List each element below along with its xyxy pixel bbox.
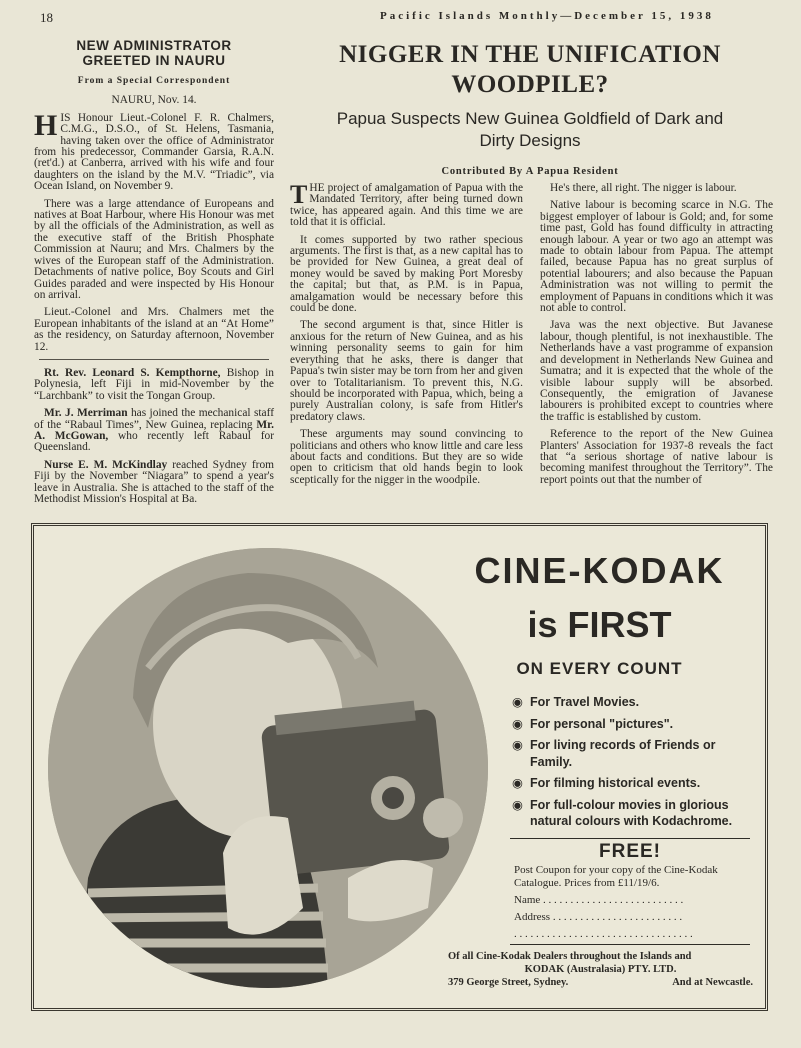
article-paragraph: These arguments may sound convincing to politicians and others who know little and care less about facts and conditions. But they are so wide open to criticism that old hands begin to look sceptically for the nigger in the woodpile. [290, 428, 523, 486]
ad-feature-item [512, 737, 752, 770]
coupon-address-field: Address . . . . . . . . . . . . . . . . . . . . . . . . [514, 911, 683, 923]
main-article-column-1 [290, 180, 523, 492]
ad-address: 379 George Street, Sydney. [448, 977, 569, 988]
nauru-paragraph-2: There was a large attendance of Europeans and natives at Boat Harbour, where His Honour was met by all the officials of the Administration, as well as the executive staff of the British Phosphate Commission at Nauru; and Mrs. Chalmers by the wives of the European staff of the Administration. Detachments of native police, Boy Scouts and Girl Guides paraded and were inspected by His Honour on arrival. [34, 197, 274, 301]
ad-divider [510, 838, 750, 839]
ad-feature-text: For Travel Movies. [530, 695, 640, 709]
section-divider [39, 359, 269, 360]
nauru-paragraph-1 [34, 108, 274, 193]
ad-address-row [448, 976, 753, 989]
note-merriman [34, 408, 274, 454]
nauru-paragraph-1-text: IS Honour Lieut.-Colonel F. R. Chalmers, C.M.G., D.S.O., of St. Helens, Tasmania, having taken over the office of Administrator from his predecessor, Commander Garsia, R.A.N. (ret'd.) at Canberra, arrived with his wife and four daughters on the island by the M.V. “Triadic”, via Ocean Island, on November 9. [34, 111, 274, 193]
bullet-icon: ◉ [512, 738, 523, 752]
page-number: 18 [40, 10, 53, 25]
nauru-byline: From a Special Correspondent [77, 76, 231, 86]
ad-feature-text: For full-colour movies in glorious natural colours with Kodachrome. [530, 797, 733, 828]
ad-feature-item [512, 797, 752, 830]
left-column [34, 38, 274, 511]
note-mckindlay [34, 460, 274, 506]
coupon-address-label: Address [514, 911, 551, 923]
ad-feature-item [512, 694, 752, 711]
nauru-dropcap: H [34, 108, 58, 142]
note-name: Rt. Rev. Leonard S. Kempthorne, [44, 366, 221, 379]
ad-dealers-line: Of all Cine-Kodak Dealers throughout the Islands and [448, 951, 692, 962]
article-paragraph: The second argument is that, since Hitler is anxious for the return of New Guinea, and as his winning personality seems to gain for him everything that he asks, there is danger that Papua's twin sister may be torn from her and given over to Totalitarianism. To prevent this, N.G. should be incorporated with Papua, which, being a purely Australian colony, is safe from Hitler's predatory claws. [290, 319, 523, 423]
main-article-column-2 [540, 183, 773, 492]
ad-dealers-block [448, 950, 753, 989]
article-paragraph: Java was the next objective. But Javanese labour, though plentiful, is not inexhaustible. The Netherlands have a vast programme of expansion and development in Netherlands New Guinea and Sumatra; and it is expected that the whole of the visible labour supply will be absorbed. Consequently, the emigration of Javanese labourers is prohibited except to countries where the traffic is established by custom. [540, 319, 773, 423]
nauru-headline [34, 38, 274, 68]
bullet-icon: ◉ [512, 797, 523, 812]
ad-feature-item [512, 716, 752, 733]
main-subheadline-line2: Dirty Designs [479, 131, 581, 150]
running-head: Pacific Islands Monthly—December 15, 1938 [380, 10, 714, 22]
ad-branch: And at Newcastle. [672, 977, 753, 988]
article-paragraph: He's there, all right. The nigger is labour. [550, 182, 737, 194]
ad-feature-item [512, 775, 752, 792]
note-text: reached Sydney from Fiji by the November “Niagara” to spend a year's leave in Australia. She is attached to the staff of the Methodist Mission's Hospital at Ba. [34, 458, 275, 505]
nauru-dateline: NAURU, Nov. 14. [111, 94, 197, 107]
ad-feature-text: For filming historical events. [530, 776, 701, 790]
ad-coupon-text: Post Coupon for your copy of the Cine-Kodak Catalogue. Prices from £11/19/6. [514, 864, 718, 889]
nauru-headline-line2: GREETED IN NAURU [82, 53, 226, 68]
main-subheadline-line1: Papua Suspects New Guinea Goldfield of Dark and [336, 109, 724, 128]
note-text: Bishop in Polynesia, left Fiji in mid-November by the “Larchbank” to visit the Tongan Group. [34, 366, 274, 402]
article-dropcap: T [290, 180, 308, 209]
note-name: Mr. J. Merriman [44, 407, 128, 420]
main-headline-line2: WOODPILE? [451, 71, 609, 98]
article-paragraph-text: HE project of amalgamation of Papua with the Mandated Territory, after being turned down twice, has appeared again. And this time we are told that it is official. [290, 182, 523, 229]
ad-feature-text: For personal "pictures". [530, 716, 674, 731]
bullet-icon: ◉ [512, 695, 523, 709]
contributor-byline: Contributed By A Papua Resident [441, 166, 619, 177]
article-paragraph: Reference to the report of the New Guinea Planters' Association for 1937-8 reveals the fact that “a serious shortage of native labour is becoming manifest throughout the Territory”. The report points out that the number of [540, 428, 773, 486]
main-headline-line1: NIGGER IN THE UNIFICATION [339, 41, 721, 68]
ad-free-label: FREE! [599, 841, 661, 862]
cine-kodak-advertisement [31, 523, 768, 1011]
ad-title: CINE-KODAK [474, 550, 725, 591]
coupon-name-field: Name . . . . . . . . . . . . . . . . . . . . . . . . . . [514, 894, 684, 906]
main-headline-block [290, 40, 770, 177]
ad-feature-text: For living records of Friends or Family. [530, 738, 716, 769]
coupon-name-label: Name [514, 894, 541, 906]
ad-company-name: KODAK (Australasia) PTY. LTD. [524, 964, 677, 975]
note-text: has joined the mechanical staff of the “Rabaul Times”, New Guinea, replacing [34, 407, 274, 431]
article-paragraph: It comes supported by two rather specious arguments. The first is that, as a new capital has to be provided for New Guinea, a great deal of money would be saved by making Port Moresby the capital; but that, as P.M. is in Papua, amalgamation would be necessary before this could be done. [290, 233, 523, 315]
nauru-headline-line1: NEW ADMINISTRATOR [76, 38, 232, 53]
ad-divider [510, 944, 750, 945]
note-name: Nurse E. M. McKindlay [44, 458, 168, 471]
photo-illustration [48, 548, 488, 988]
woman-with-camera-photo [48, 548, 488, 988]
article-paragraph [290, 180, 523, 229]
ad-feature-list [512, 694, 752, 835]
nauru-paragraph-3: Lieut.-Colonel and Mrs. Chalmers met the European inhabitants of the island at an “At Home” as the residency, on Saturday afternoon, November 12. [34, 306, 274, 353]
ad-tagline: ON EVERY COUNT [516, 659, 683, 678]
article-paragraph: Native labour is becoming scarce in N.G. The biggest employer of labour is Gold; and, for some time past, Gold has found difficulty in attracting enough labour. A year or two ago an attempt was made to obtain labour from Papua. The attempt failed, because Papua has no great surplus of potential labourers; and also because the Papuan Administration was not willing to permit the employment of Papuans in conditions which it was not able to control. [540, 199, 773, 315]
coupon-address-line: . . . . . . . . . . . . . . . . . . . . . . . . . . . . . . . . . [514, 928, 693, 940]
note-name: Mr. A. McGowan, [34, 418, 274, 442]
main-subheadline [290, 108, 770, 152]
bullet-icon: ◉ [512, 776, 523, 790]
bullet-icon: ◉ [512, 716, 523, 731]
ad-subtitle: is FIRST [527, 604, 672, 645]
note-text: who recently left Rabaul for Queensland. [34, 429, 274, 454]
note-kempthorne [34, 368, 274, 402]
